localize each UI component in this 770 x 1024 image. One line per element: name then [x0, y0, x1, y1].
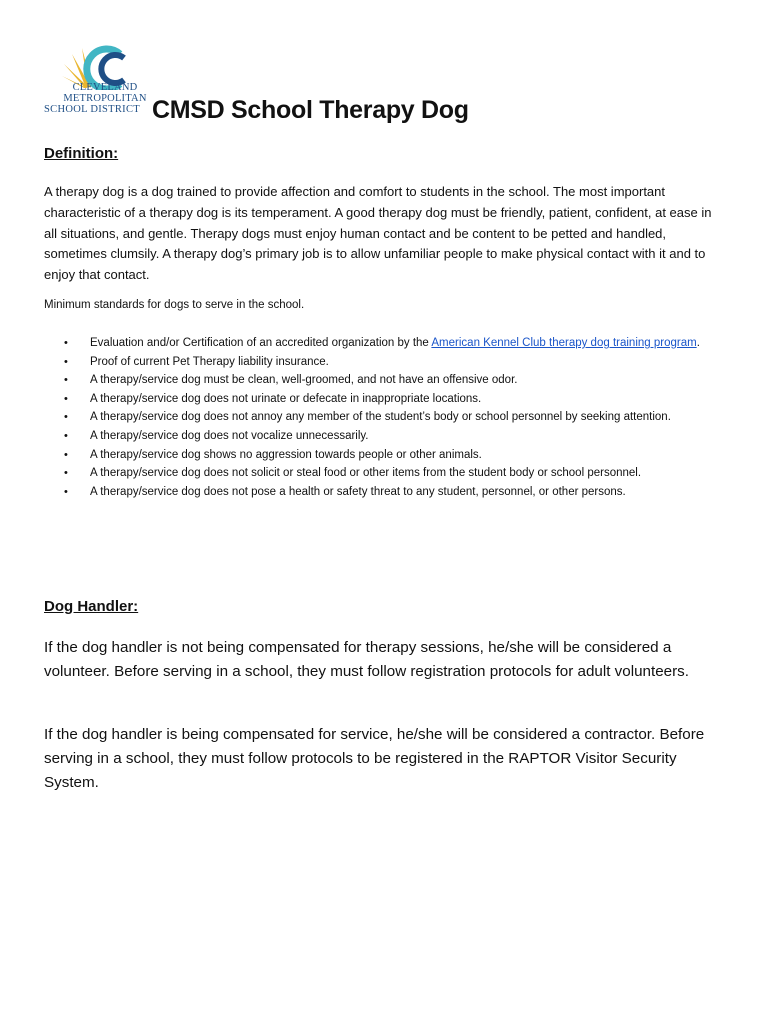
akc-therapy-dog-link[interactable]: American Kennel Club therapy dog training program: [431, 337, 697, 349]
logo-line-2: METROPOLITAN: [63, 93, 147, 104]
bullet-icon: •: [64, 374, 68, 387]
bullet-icon: •: [64, 485, 68, 498]
list-item-text: A therapy/service dog does not urinate or defecate in inappropriate locations.: [90, 392, 482, 405]
list-item-text: Evaluation and/or Certification of an accredited organization by the: [90, 337, 432, 349]
bullet-icon: •: [64, 337, 68, 349]
list-item-text: Proof of current Pet Therapy liability insurance.: [90, 355, 329, 368]
list-item: [64, 371, 724, 390]
list-item-text: A therapy/service dog must be clean, well-groomed, and not have an offensive odor.: [90, 374, 518, 387]
list-item-text: A therapy/service dog does not pose a health or safety threat to any student, personnel, or other persons.: [90, 485, 626, 498]
bullet-icon: •: [64, 467, 68, 480]
list-item-text: A therapy/service dog does not annoy any member of the student’s body or school personnel by seeking attention.: [90, 411, 671, 424]
bullet-icon: •: [64, 392, 68, 405]
list-item: [64, 446, 724, 465]
list-item-suffix: .: [696, 337, 700, 349]
logo-wordmark: [44, 82, 148, 115]
dog-handler-heading: Dog Handler:: [44, 598, 139, 615]
definition-paragraph: A therapy dog is a dog trained to provide affection and comfort to students in the school. The most important characteristic of a therapy dog is its temperament. A good therapy dog must be friendly, patient, confident, at ease in all situations, and gentle. Therapy dogs must enjoy human contact and be content to be petted and handled, sometimes clumsily. A therapy dog’s primary job is to allow unfamiliar people to make physical contact with it and to enjoy that contact.: [44, 184, 712, 283]
list-item: [64, 427, 724, 446]
page-title: CMSD School Therapy Dog: [152, 96, 469, 124]
bullet-icon: •: [64, 411, 68, 424]
logo-line-1: CLEVELAND: [72, 82, 138, 93]
dog-handler-contractor-paragraph: If the dog handler is being compensated for service, he/she will be considered a contractor. Before serving in a school, they must follow protocols to be registered in the RAPTOR Visitor Security System.: [44, 726, 705, 791]
standards-list: [64, 334, 724, 501]
logo-line-3: SCHOOL DISTRICT: [44, 104, 140, 115]
list-item-text: A therapy/service dog does not vocalize unnecessarily.: [90, 429, 369, 442]
bullet-icon: •: [64, 429, 68, 442]
list-item: [64, 464, 724, 483]
list-item: [64, 390, 724, 409]
minimum-standards-intro: Minimum standards for dogs to serve in the school.: [44, 299, 305, 311]
list-item: [64, 353, 724, 372]
list-item: [64, 334, 724, 353]
list-item: [64, 483, 724, 502]
bullet-icon: •: [64, 448, 68, 461]
list-item-text: A therapy/service dog shows no aggression towards people or other animals.: [90, 448, 482, 461]
definition-heading: Definition:: [44, 145, 119, 162]
list-item: [64, 408, 724, 427]
list-item-text: A therapy/service dog does not solicit or steal food or other items from the student body or school personnel.: [90, 467, 642, 480]
dog-handler-volunteer-paragraph: If the dog handler is not being compensated for therapy sessions, he/she will be considered a volunteer. Before serving in a school, they must follow registration protocols for adult volunteers.: [44, 639, 689, 680]
bullet-icon: •: [64, 355, 68, 368]
cmsd-logo: [44, 44, 148, 124]
